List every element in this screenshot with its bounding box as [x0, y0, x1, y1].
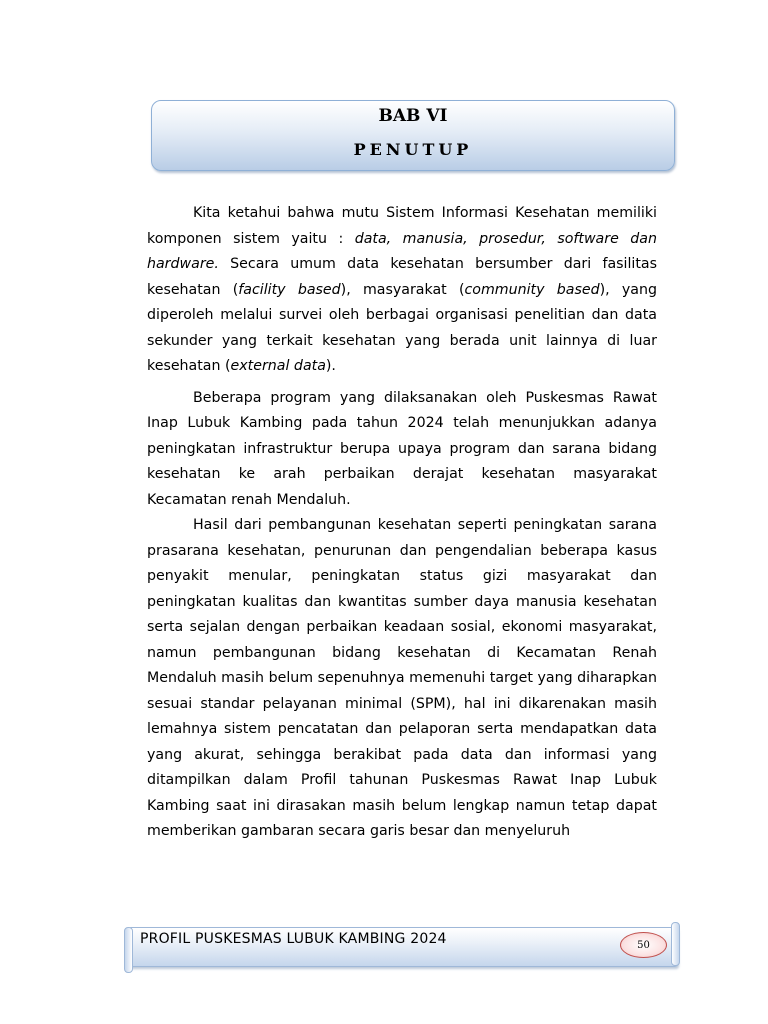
paragraph-1 [147, 201, 657, 380]
paragraph-1-text: ). [325, 358, 336, 374]
paragraph-1-italic-components: data, manusia, prosedur, software dan hardware. [147, 230, 657, 272]
chapter-title: PENUTUP [353, 140, 473, 159]
footer-title: PROFIL PUSKESMAS LUBUK KAMBING 2024 [140, 931, 447, 947]
body-text [147, 201, 657, 845]
paragraph-1-text: Kita ketahui bahwa mutu Sistem Informasi Kesehatan memiliki komponen sistem yaitu : [147, 205, 657, 247]
paragraph-1-text: ), masyarakat ( [340, 281, 465, 298]
scroll-right-curl [671, 922, 680, 966]
paragraph-3: Hasil dari pembangunan kesehatan seperti peningkatan sarana prasarana kesehatan, penurunan dan pengendalian beberapa kasus penyakit menular, peningkatan status gizi masyarakat dan peningkatan kualitas dan kwantitas sumber daya manusia kesehatan serta sejalan dengan perbaikan keadaan sosial, ekonomi masyarakat, namun pembangunan bidang kesehatan di Kecamatan Renah Mendaluh masih belum sepenuhnya memenuhi target yang diharapkan sesuai standar pelayanan minimal (SPM), hal ini dikarenakan masih lemahnya sistem pencatatan dan pelaporan serta mendapatkan data yang akurat, sehingga berakibat pada data dan informasi yang ditampilkan dalam Profil tahunan Puskesmas Rawat Inap Lubuk Kambing saat ini dirasakan masih belum lengkap namun tetap dapat memberikan gambaran secara garis besar dan menyeluruh [147, 517, 657, 839]
scroll-left-curl [124, 927, 133, 973]
paragraph-1-italic-external: external data [230, 358, 326, 374]
chapter-header-box [151, 100, 675, 171]
paragraph-1-text: ), yang diperoleh melalui survei oleh berbagai organisasi penelitian dan data sekunder yang terkait kesehatan yang berada unit lainnya di luar kesehatan ( [147, 281, 657, 374]
paragraph-2: Beberapa program yang dilaksanakan oleh Puskesmas Rawat Inap Lubuk Kambing pada tahun 2024 telah menunjukkan adanya peningkatan infrastruktur berupa upaya program dan sarana bidang kesehatan ke arah perbaikan derajat kesehatan masyarakat Kecamatan renah Mendaluh. [147, 389, 657, 508]
page-number-badge: 50 [620, 932, 667, 958]
chapter-number: BAB VI [378, 106, 448, 126]
paragraph-1-italic-community: community based [464, 281, 600, 298]
paragraph-1-italic-facility: facility based [238, 281, 341, 298]
paragraph-1-text: Secara umum data kesehatan bersumber dari fasilitas kesehatan ( [147, 256, 657, 298]
